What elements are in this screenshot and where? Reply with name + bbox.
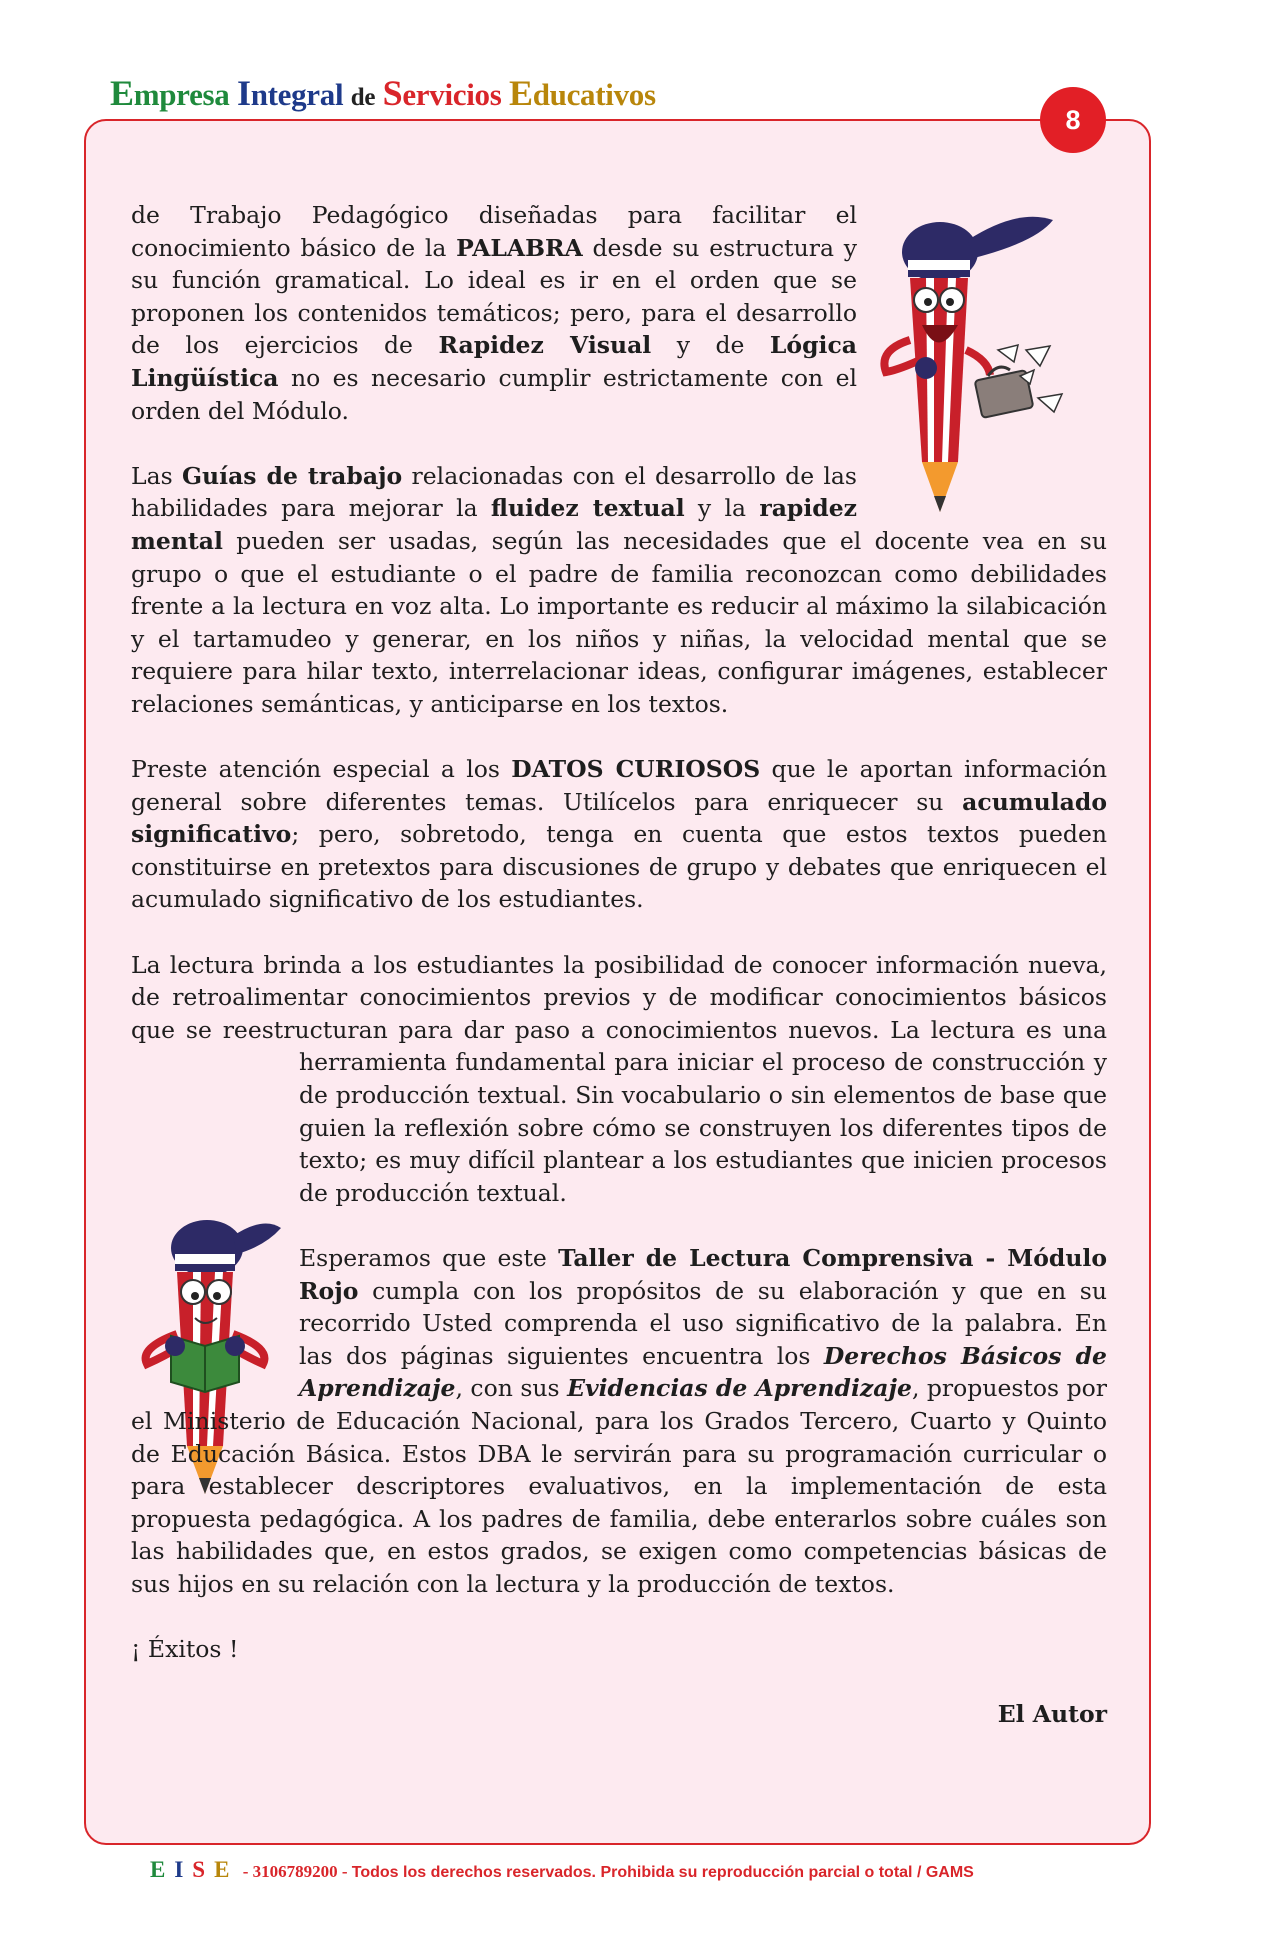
paragraph-4: La lectura brinda a los estudiantes la posibilidad de conocer información nueva, de retroalimentar conocimientos previos y de modificar conocimientos básicos que se reestructuran para dar paso a conocimientos nuevos. La lectura es una herramienta fundamental para iniciar el proceso de construcción y de producción textual. Sin vocabulario o sin elementos de base que guien la reflexión sobre cómo se construyen los diferentes tipos de texto; es muy difícil plantear a los estudiantes que inicien procesos de producción textual. <box>131 950 1107 1207</box>
mascot-wrap-space-right <box>857 199 1107 514</box>
page-footer <box>150 1857 974 1883</box>
mascot-wrap-space-left <box>131 1061 299 1376</box>
paragraph-1: de Trabajo Pedagógico diseñadas para facilitar el conocimiento básico de la PALABRA desde su estructura y su función gramatical. Lo ideal es ir en el orden que se proponen los contenidos temáticos; pero, para el desarrollo de los ejercicios de Rapidez Visual y de Lógica Lingüística no es necesario cumplir estrictamente con el orden del Módulo. <box>131 201 857 425</box>
footer-separator: / <box>912 1864 926 1881</box>
signoff-text: ¡ Éxitos ! <box>131 1635 239 1664</box>
header-word-2: Integral <box>236 73 344 113</box>
paragraph-3: Preste atención especial a los DATOS CURIOSOS que le aportan información general sobre diferentes temas. Utilícelos para enriquecer su acumulado significativo; pero, sobretodo, tenga en cuenta que estos textos pueden constituirse en pretextos para discusiones de grupo y debates que enriquecen el acumulado significativo de los estudiantes. <box>131 755 1108 914</box>
footer-code: GAMS <box>925 1864 974 1881</box>
header-word-4: Servicios <box>382 73 502 113</box>
paragraph-5: Esperamos que este Taller de Lectura Comprensiva - Módulo Rojo cumpla con los propósitos de su elaboración y que en su recorrido Usted comprenda el uso significativo de la palabra. En las dos páginas siguientes encuentra los Derechos Básicos de Aprendizaje, con sus Evidencias de Aprendizaje, propuestos por el Ministerio de Educación Nacional, para los Grados Tercero, Cuarto y Quinto de Educación Básica. Estos DBA le servirán para su programación curricular o para establecer descriptores evaluativos, en la implementación de esta propuesta pedagógica. A los padres de familia, debe enterarlos sobre cuáles son las habilidades que, en estos grados, se exigen como competencias básicas de sus hijos en su relación con la lectura y la producción de textos. <box>131 1244 1108 1598</box>
footer-rights: Todos los derechos reservados. Prohibida su reproducción parcial o total <box>351 1864 913 1881</box>
footer-phone: - 3106789200 - <box>238 1862 352 1881</box>
header-word-5: Educativos <box>508 73 656 113</box>
paragraph-2: Las Guías de trabajo relacionadas con el desarrollo de las habilidades para mejorar la fluidez textual y la rapidez mental pueden ser usadas, según las necesidades que el docente vea en su grupo o que el estudiante o el padre de familia reconozcan como debilidades frente a la lectura en voz alta. Lo importante es reducir al máximo la silabicación y el tartamudeo y generar, en los niños y niñas, la velocidad mental que se requiere para hilar texto, interrelacionar ideas, configurar imágenes, establecer relaciones semánticas, y anticiparse en los textos. <box>131 461 1107 718</box>
header-word-1: Empresa <box>110 73 230 113</box>
author-signature: El Autor <box>997 1700 1107 1729</box>
company-header <box>110 72 656 114</box>
body-text <box>131 199 1107 1764</box>
header-word-3: de <box>350 84 376 111</box>
page-number-badge: 8 <box>1040 87 1106 153</box>
footer-eise-logo: EISE <box>150 1857 239 1882</box>
